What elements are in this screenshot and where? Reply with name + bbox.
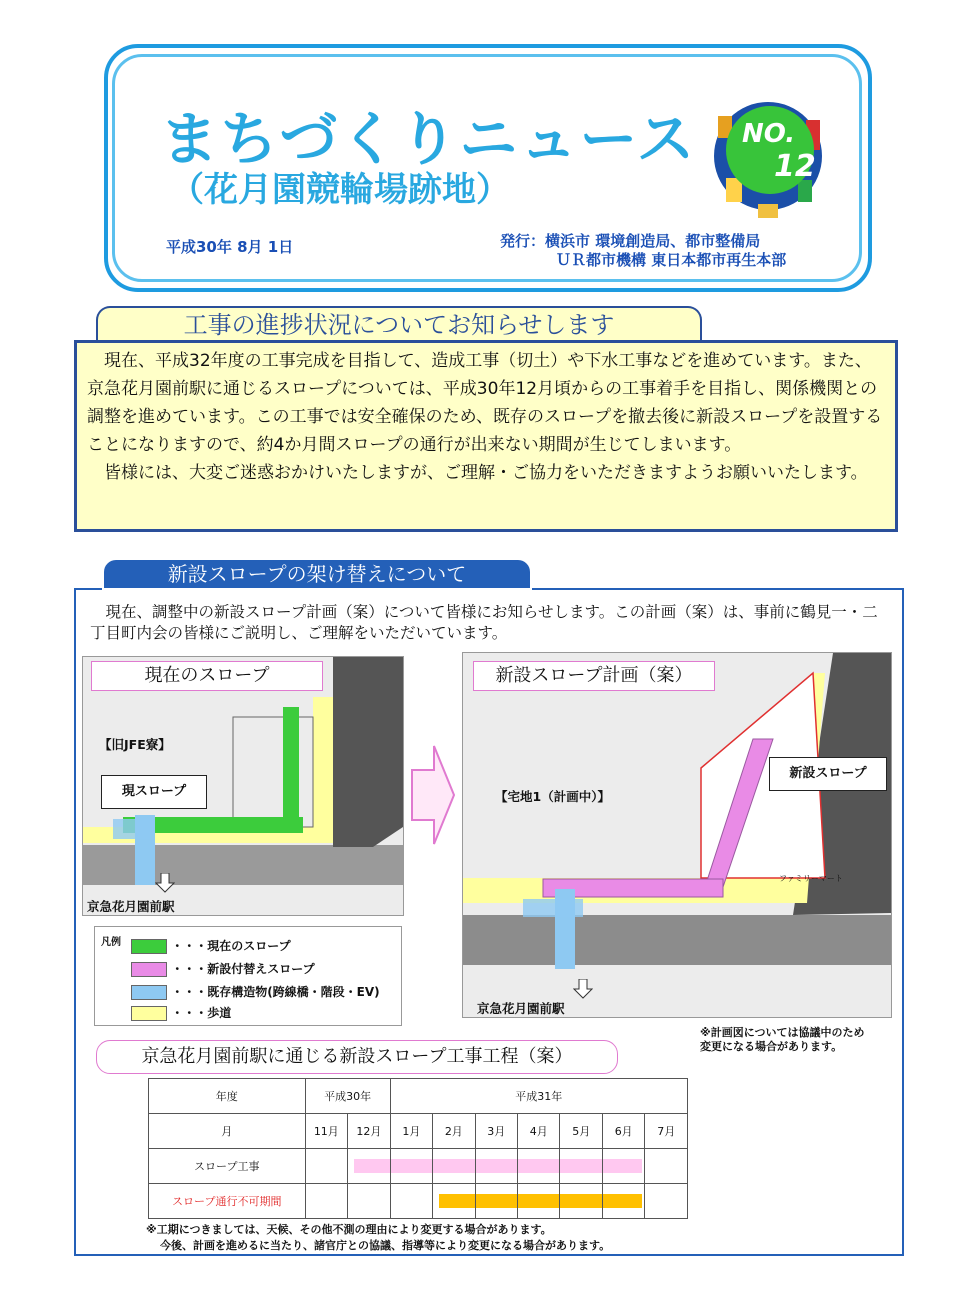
map-note: [700, 1026, 864, 1054]
month-cell: 6月: [602, 1114, 644, 1149]
residential-lot-label: 【宅地1（計画中）】: [495, 789, 610, 804]
legend-title: 凡例: [101, 937, 121, 948]
schedule-bar: [603, 1194, 642, 1208]
year-header: 年度: [149, 1079, 306, 1114]
schedule-row-label: スロープ通行不可期間: [149, 1184, 306, 1219]
schedule-month-row: [149, 1114, 688, 1149]
schedule-bar: [560, 1194, 601, 1208]
schedule-cell: [348, 1149, 391, 1184]
schedule-cell: [645, 1184, 688, 1219]
badge-no: NO.: [742, 119, 796, 149]
new-slope-map-label: 新設スロープ計画（案）: [473, 661, 715, 691]
legend-item: ・・・既存構造物(跨線橋・階段・EV): [131, 983, 380, 1000]
schedule-cell: [305, 1149, 348, 1184]
month-cell: 12月: [348, 1114, 391, 1149]
badge-number: 12: [774, 149, 816, 184]
schedule-cell: [390, 1184, 432, 1219]
current-station-label: 京急花月園前駅: [87, 899, 175, 914]
schedule-table: [148, 1078, 688, 1219]
schedule-note-2: 今後、計画を進めるに当たり、諸官庁との協議、指導等により変更になる場合があります。: [160, 1239, 611, 1252]
schedule-cell: [433, 1184, 475, 1219]
schedule-row: [149, 1149, 688, 1184]
old-jfe-dorm-label: 【旧JFE寮】: [99, 737, 171, 752]
issue-badge-icon: [708, 86, 832, 226]
schedule-cell: [518, 1149, 560, 1184]
schedule-cell: [305, 1184, 348, 1219]
schedule-cell: [475, 1149, 517, 1184]
legend-swatch: [131, 939, 167, 954]
schedule-title: 京急花月園前駅に通じる新設スロープ工事工程（案）: [96, 1040, 618, 1074]
legend-swatch: [131, 1006, 167, 1021]
month-cell: 2月: [433, 1114, 475, 1149]
schedule-bar: [560, 1159, 601, 1173]
legend-item: ・・・新設付替えスロープ: [131, 960, 315, 977]
map-note-line-2: 変更になる場合があります。: [700, 1040, 843, 1053]
section2-intro: 現在、調整中の新設スロープ計画（案）について皆様にお知らせします。この計画（案）は、事前に鶴見一・二丁目町内会の皆様にご説明し、ご理解をいただいています。: [90, 603, 878, 642]
new-slope-plan-map: [462, 652, 892, 1018]
month-cell: 3月: [475, 1114, 517, 1149]
down-arrow-icon: [155, 873, 175, 893]
month-cell: 4月: [518, 1114, 560, 1149]
year-h30: 平成30年: [305, 1079, 390, 1114]
section1-body: [74, 340, 898, 532]
current-slope-map-label: 現在のスロープ: [91, 661, 323, 691]
issuer-line-2: ＵＲ都市機構 東日本都市再生本部: [556, 251, 787, 269]
map-note-line-1: ※計画図については協議中のため: [700, 1026, 865, 1039]
schedule-cell: [602, 1184, 644, 1219]
schedule-year-row: [149, 1079, 688, 1114]
family-mart-label: ファミリーマート: [779, 874, 843, 883]
schedule-note-1: ※工期につきましては、天候、その他不測の理由により変更する場合があります。: [146, 1223, 552, 1236]
section1-paragraph-2: 皆様には、大変ご迷惑おかけいたしますが、ご理解・ご協力をいただきますようお願いいたします。: [87, 463, 868, 483]
month-header: 月: [149, 1114, 306, 1149]
current-slope-callout: 現スロープ: [101, 775, 207, 809]
issuer-line-1: 発行：横浜市 環境創造局、都市整備局: [500, 232, 761, 250]
schedule-notes: [146, 1222, 610, 1254]
month-cell: 7月: [645, 1114, 688, 1149]
month-cell: 1月: [390, 1114, 432, 1149]
schedule-cell: [560, 1149, 602, 1184]
section2-heading: 新設スロープの架け替えについて: [167, 562, 467, 586]
issue-date: 平成30年 8月 1日: [166, 238, 294, 256]
current-slope-map: [82, 656, 404, 916]
legend-swatch: [131, 985, 167, 1000]
month-cell: 11月: [305, 1114, 348, 1149]
legend-swatch: [131, 962, 167, 977]
schedule-cell: [390, 1149, 432, 1184]
schedule-cell: [433, 1149, 475, 1184]
schedule-cell: [602, 1149, 644, 1184]
schedule-bar: [518, 1194, 559, 1208]
schedule-cell: [645, 1149, 688, 1184]
schedule-bar: [439, 1194, 474, 1208]
right-arrow-icon: [408, 740, 456, 850]
schedule-cell: [560, 1184, 602, 1219]
schedule-bar: [433, 1159, 474, 1173]
section2-heading-tab: [102, 558, 532, 590]
section1-heading-tab: [96, 306, 702, 342]
newsletter-title: まちづくりニュース: [160, 105, 697, 173]
schedule-cell: [518, 1184, 560, 1219]
schedule-bar: [603, 1159, 642, 1173]
down-arrow-icon: [573, 979, 593, 999]
schedule-row-label: スロープ工事: [149, 1149, 306, 1184]
map-legend: [94, 926, 402, 1026]
schedule-bar: [354, 1159, 390, 1173]
schedule-bar: [518, 1159, 559, 1173]
new-slope-plan-drawing: [463, 653, 891, 1017]
month-cell: 5月: [560, 1114, 602, 1149]
schedule-bar: [391, 1159, 432, 1173]
section1-heading: 工事の進捗状況についてお知らせします: [183, 311, 615, 339]
newsletter-subtitle: （花月園競輪場跡地）: [170, 170, 510, 210]
year-h31: 平成31年: [390, 1079, 687, 1114]
schedule-cell: [348, 1184, 391, 1219]
schedule-bar: [476, 1194, 517, 1208]
schedule-cell: [475, 1184, 517, 1219]
section1-paragraph-1: 現在、平成32年度の工事完成を目指して、造成工事（切土）や下水工事などを進めています。また、京急花月園前駅に通じるスロープについては、平成30年12月頃からの工事着手を目指し、関係機関との調整を進めています。この工事では安全確保のため、既存のスロープを撤去後に新設スロープを設置することになりますので、約4か月間スロープの通行が出来ない期間が生じてしまいます。: [87, 351, 883, 455]
schedule-row: [149, 1184, 688, 1219]
legend-item: ・・・現在のスロープ: [131, 937, 291, 954]
legend-item: ・・・歩道: [131, 1004, 231, 1021]
schedule-bar: [476, 1159, 517, 1173]
new-slope-callout: 新設スロープ: [769, 757, 887, 791]
new-station-label: 京急花月園前駅: [477, 1001, 565, 1016]
